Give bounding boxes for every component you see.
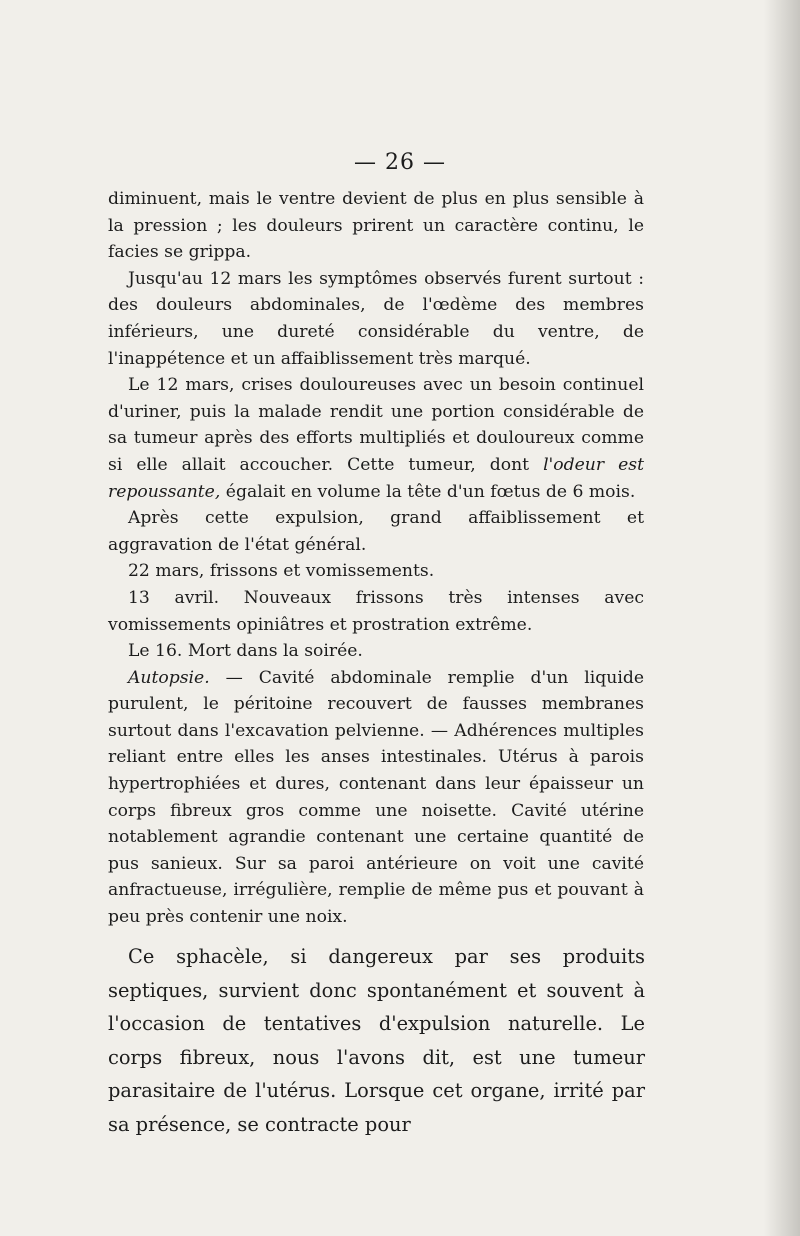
paragraph: diminuent, mais le ventre devient de plus en plus sensible à la pression ; les douleurs prirent un caractère continu, le facies se grippa.: [108, 189, 644, 263]
page-number: — 26 —: [354, 150, 446, 175]
paragraph: Ce sphacèle, si dangereux par ses produits septiques, survient donc spontanément et souvent à l'occasion de tentatives d'expulsion naturelle. Le corps fibreux, nous l'avons dit, est une tumeur parasitaire de l'utérus. Lorsque cet organe, irrité par sa présence, se contracte pour: [108, 945, 645, 1136]
paragraph: 22 mars, frissons et vomissements.: [128, 561, 435, 582]
case-report-text: [108, 186, 644, 931]
paragraph: 13 avril. Nouveaux frissons très intenses avec vomissements opiniâtres et prostration extrême.: [108, 587, 644, 635]
paragraph-text: — Cavité abdominale remplie d'un liquide purulent, le péritoine recouvert de fausses membranes surtout dans l'excavation pelvienne. — Adhérences multiples reliant entre elles les anses intestinales. Utérus à parois hypertrophiées et dures, contenant dans leur épaisseur un corps fibreux gros comme une noisette. Cavité utérine notablement agrandie contenant une certaine quantité de pus sanieux. Sur sa paroi antérieure on voit une cavité anfractueuse, irrégulière, remplie de même pus et pouvant à peu près contenir une noix.: [108, 667, 644, 928]
paragraph-text: égalait en volume la tête d'un fœtus de 6 mois.: [225, 481, 636, 502]
italic-phrase: l'odeur est repoussante,: [108, 454, 644, 502]
paragraph: Le 16. Mort dans la soirée.: [128, 641, 363, 662]
closing-text: [108, 940, 645, 1142]
paragraph: Après cette expulsion, grand affaiblissement et aggravation de l'état général.: [108, 508, 644, 555]
page-edge-shadow: [764, 0, 800, 1236]
paragraph: Jusqu'au 12 mars les symptômes observés furent surtout : des douleurs abdominales, de l'œdème des membres inférieurs, une dureté considérable du ventre, de l'inappétence et un affaiblissement très marqué.: [108, 268, 644, 369]
paragraph: [108, 372, 644, 505]
paragraph: [108, 665, 644, 931]
paragraph-text: Le 12 mars, crises douloureuses avec un besoin continuel d'uriner, puis la malade rendit une portion considérable de sa tumeur après des efforts multipliés et douloureux comme si elle allait accoucher. Cette tumeur, dont: [108, 375, 644, 475]
autopsy-heading: Autopsie.: [128, 667, 210, 688]
